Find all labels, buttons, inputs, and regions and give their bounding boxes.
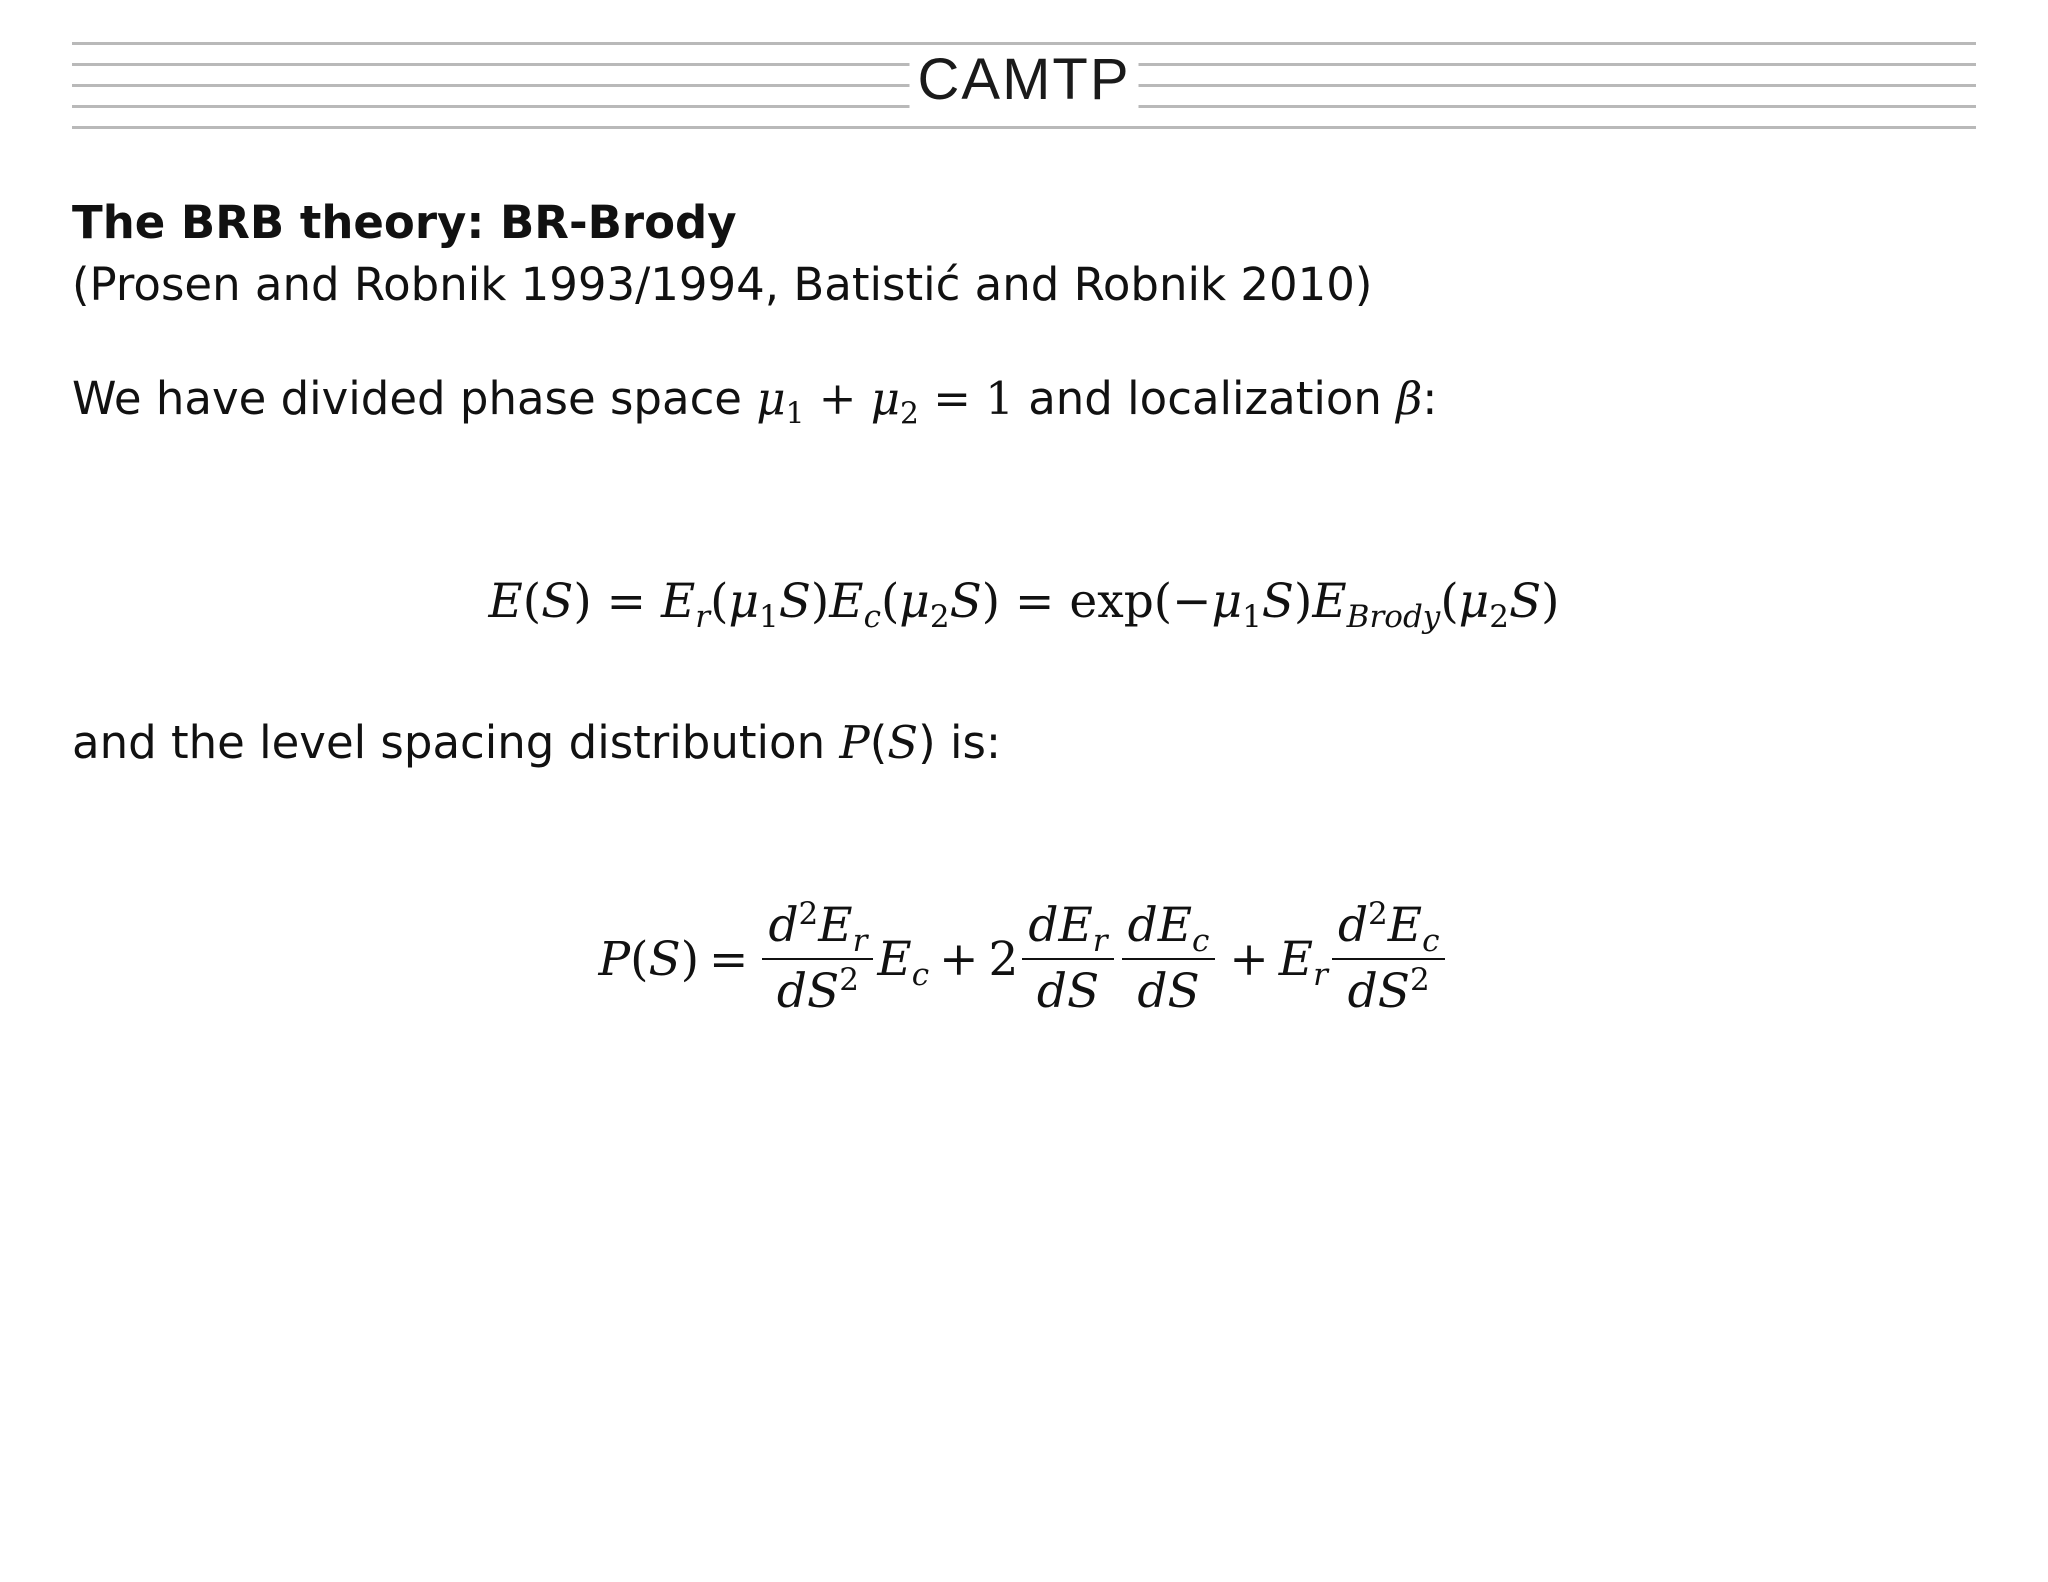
level-spacing-equation: P(S) = $\frac{d^2E_r}{dS^2}$ $E_c$ + 2 $\frac{dE_r}{dS}$ $\frac{dE_c}{dS}$ + $E_r$ $\frac{d^2E_c}{dS^2}$ (0, 898, 2048, 1038)
sentence-text: We have divided phase space (72, 372, 742, 425)
gap-probability-equation: $E(S) = E_r(\mu_1S)E_c(\mu_2S) = \exp(-\mu_1S)E_{Brody}(\mu_2S)$ (488, 574, 1560, 635)
sentence-text: and the level spacing distribution (72, 716, 826, 769)
sentence-text: is: (949, 716, 1002, 769)
phase-space-sentence (72, 372, 1438, 432)
phase-space-formula: $\mu_1 + \mu_2 = 1$ (756, 372, 1014, 432)
header-rule (72, 126, 1976, 129)
slide-title: The BRB theory: BR-Brody (72, 196, 737, 249)
fraction: $\frac{d^2E_r}{dS^2}$ (762, 898, 873, 1020)
beta-symbol: β (1396, 372, 1423, 425)
header-brand: CAMTP (910, 48, 1139, 112)
fraction: $\frac{dE_c}{dS}$ (1122, 898, 1216, 1020)
level-spacing-sentence: and the level spacing distribution P(S) is: (72, 716, 1002, 769)
sentence-text: and localization (1028, 372, 1382, 425)
header-rule (72, 42, 1976, 45)
fraction: $\frac{dE_r}{dS}$ (1022, 898, 1113, 1020)
slide-header (72, 40, 1976, 132)
fraction: $\frac{d^2E_c}{dS^2}$ (1332, 898, 1446, 1020)
ps-symbol: P (839, 716, 870, 769)
sentence-text: : (1422, 372, 1438, 425)
citation: (Prosen and Robnik 1993/1994, Batistić and Robnik 2010) (72, 258, 1373, 311)
